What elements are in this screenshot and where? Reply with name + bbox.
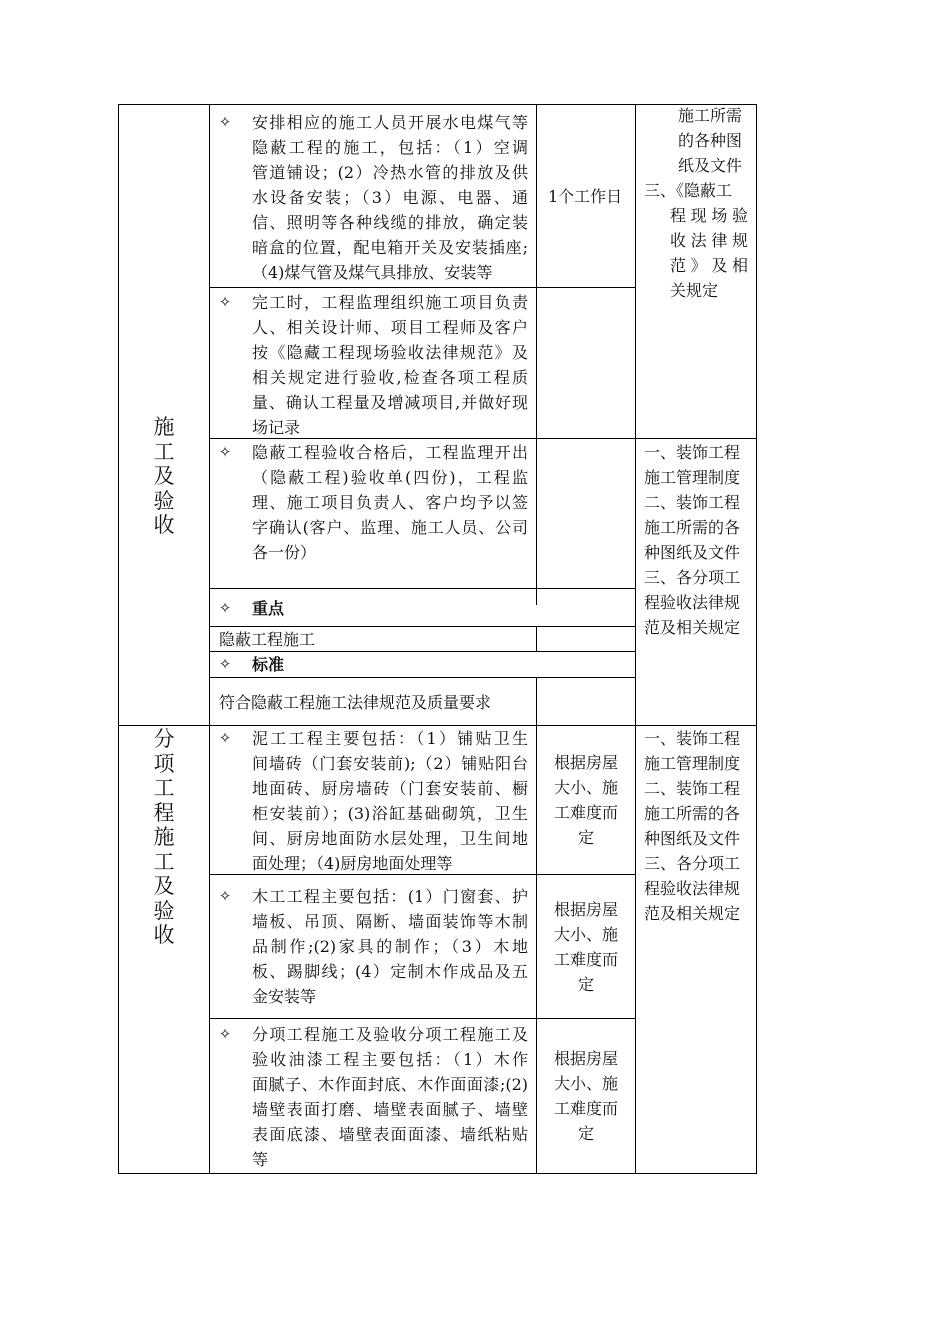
row-text-line: 理、施工项目负责人、客户均予以签 <box>252 493 528 512</box>
key-label: 重点 <box>252 599 285 618</box>
row-text-line: 按《隐藏工程现场验收法律规范》及 <box>252 343 528 362</box>
standard-text: 符合隐蔽工程施工法律规范及质量要求 <box>219 693 492 712</box>
duration-text: 大小、施 <box>553 925 618 944</box>
row-text-line: 金安装等 <box>252 987 317 1006</box>
row-text-line: 暗盒的位置，配电箱开关及安装插座; <box>252 238 528 257</box>
row-text-line: 场记录 <box>252 418 301 437</box>
row-divider-s1-6 <box>209 677 635 678</box>
column-divider-2-mid <box>536 626 537 651</box>
duration-text: 根据房屋 <box>553 1049 618 1068</box>
row-text-line: 间、厨房地面防水层处理，卫生间地 <box>252 829 528 848</box>
row-divider-s2-2 <box>209 1018 635 1019</box>
row-text-line: 信、照明等各种线缆的排放，确定装 <box>252 213 528 232</box>
reference-text: 范及相关规定 <box>644 618 741 637</box>
row-text-line: 间墙砖（门套安装前);（2）铺贴阳台 <box>252 754 528 773</box>
row-text-line: 墙板、吊顶、隔断、墙面装饰等木制 <box>252 912 528 931</box>
table-border-top <box>118 104 757 105</box>
key-text: 隐蔽工程施工 <box>219 630 316 649</box>
duration-text: 大小、施 <box>553 778 618 797</box>
table-border-right <box>756 104 757 1173</box>
row-text-line: 等 <box>252 1150 269 1169</box>
duration-text: 定 <box>577 828 594 847</box>
section-title-subitems: 分项工程施工及验收 <box>153 727 175 947</box>
reference-text: 一、装饰工程 <box>644 443 741 462</box>
bullet-icon: ✧ <box>218 655 232 673</box>
bullet-icon: ✧ <box>218 443 232 461</box>
row-text-line: 隐蔽工程验收合格后，工程监理开出 <box>252 443 528 462</box>
row-text-line: 验收油漆工程主要包括：（1）木作 <box>252 1050 528 1069</box>
row-text-line: 分项工程施工及验收分项工程施工及 <box>252 1025 528 1044</box>
standard-label: 标准 <box>252 655 285 674</box>
reference-text: 种图纸及文件 <box>644 543 741 562</box>
reference-text: 范》及相 <box>670 256 748 275</box>
row-text-line: 表面底漆、墙壁表面面漆、墙纸粘贴 <box>252 1125 528 1144</box>
section-title-construction: 施工及验收 <box>153 415 175 537</box>
column-divider-2-lower <box>536 677 537 1173</box>
column-divider-1 <box>209 104 210 1173</box>
row-text-line: 泥工工程主要包括：（1）铺贴卫生 <box>252 729 528 748</box>
row-text-line: 字确认(客户、监理、施工人员、公司 <box>252 518 528 537</box>
row-text-line: 安排相应的施工人员开展水电煤气等 <box>252 113 528 132</box>
bullet-icon: ✧ <box>218 729 232 747</box>
reference-text: 程现场验 <box>670 206 748 225</box>
bullet-icon: ✧ <box>218 293 232 311</box>
column-divider-3 <box>635 104 636 1173</box>
reference-text: 三、《隐蔽工 <box>644 181 733 200</box>
row-text-line: 水设备安装；（3）电源、电器、通 <box>252 188 528 207</box>
row-text-line: 墙壁表面打磨、墙壁表面腻子、墙壁 <box>252 1100 528 1119</box>
reference-text: 施工管理制度 <box>644 754 741 773</box>
reference-text: 程验收法律规 <box>644 593 741 612</box>
duration-text: 定 <box>577 975 594 994</box>
reference-text: 范及相关规定 <box>644 904 741 923</box>
duration-text: 根据房屋 <box>553 900 618 919</box>
row-text-line: 木工工程主要包括：(1）门窗套、护 <box>252 887 528 906</box>
row-text-line: 管道铺设；(2）冷热水管的排放及供 <box>252 163 528 182</box>
duration-text: 工难度而 <box>553 950 618 969</box>
duration-text: 1个工作日 <box>548 187 623 206</box>
reference-text: 关规定 <box>670 281 719 300</box>
row-text-line: 相关规定进行验收,检查各项工程质 <box>252 368 528 387</box>
row-text-line: 量、确认工程量及增减项目,并做好现 <box>252 393 528 412</box>
reference-text: 的各种图 <box>678 131 743 150</box>
row-text-line: （隐蔽工程)验收单(四份)，工程监 <box>252 468 528 487</box>
row-text-line: 面处理；（4)厨房地面处理等 <box>252 854 453 873</box>
row-text-line: 板、踢脚线；(4）定制木作成品及五 <box>252 962 528 981</box>
duration-text: 定 <box>577 1124 594 1143</box>
row-text-line: 品制作;(2)家具的制作；（3）木地 <box>252 937 528 956</box>
reference-text: 施工所需的各 <box>644 804 741 823</box>
row-text-line: 柜安装前）；(3)浴缸基础砌筑，卫生 <box>252 804 528 823</box>
bullet-icon: ✧ <box>218 113 232 131</box>
bullet-icon: ✧ <box>218 1025 232 1043</box>
reference-text: 二、装饰工程 <box>644 779 741 798</box>
duration-text: 工难度而 <box>553 1099 618 1118</box>
reference-text: 三、各分项工 <box>644 568 741 587</box>
row-text-line: 隐蔽工程的施工，包括：（1）空调 <box>252 138 528 157</box>
row-text-line: 完工时，工程监理组织施工项目负责 <box>252 293 528 312</box>
reference-text: 一、装饰工程 <box>644 729 741 748</box>
reference-text: 施工所需的各 <box>644 518 741 537</box>
row-text-line: 各一份） <box>252 543 317 562</box>
row-text-line: （4)煤气管及煤气具排放、安装等 <box>252 263 493 282</box>
reference-text: 纸及文件 <box>678 156 743 175</box>
table-border-left <box>118 104 119 1173</box>
duration-text: 工难度而 <box>553 803 618 822</box>
reference-text: 三、各分项工 <box>644 854 741 873</box>
row-text-line: 面腻子、木作面封底、木作面面漆;(2) <box>252 1075 528 1094</box>
reference-text: 种图纸及文件 <box>644 829 741 848</box>
reference-text: 程验收法律规 <box>644 879 741 898</box>
row-text-line: 人、相关设计师、项目工程师及客户 <box>252 318 528 337</box>
reference-text: 收法律规 <box>670 231 748 250</box>
reference-text: 施工所需 <box>678 106 743 125</box>
row-text-line: 地面砖、厨房墙砖（门套安装前、橱 <box>252 779 528 798</box>
row-divider-s1-1 <box>209 287 635 288</box>
reference-text: 施工管理制度 <box>644 468 741 487</box>
table-border-bottom <box>118 1173 757 1174</box>
bullet-icon: ✧ <box>218 887 232 905</box>
duration-text: 根据房屋 <box>553 753 618 772</box>
bullet-icon: ✧ <box>218 599 232 617</box>
reference-text: 二、装饰工程 <box>644 493 741 512</box>
row-divider-s1-3 <box>209 588 635 589</box>
column-divider-2-upper <box>536 104 537 605</box>
duration-text: 大小、施 <box>553 1074 618 1093</box>
